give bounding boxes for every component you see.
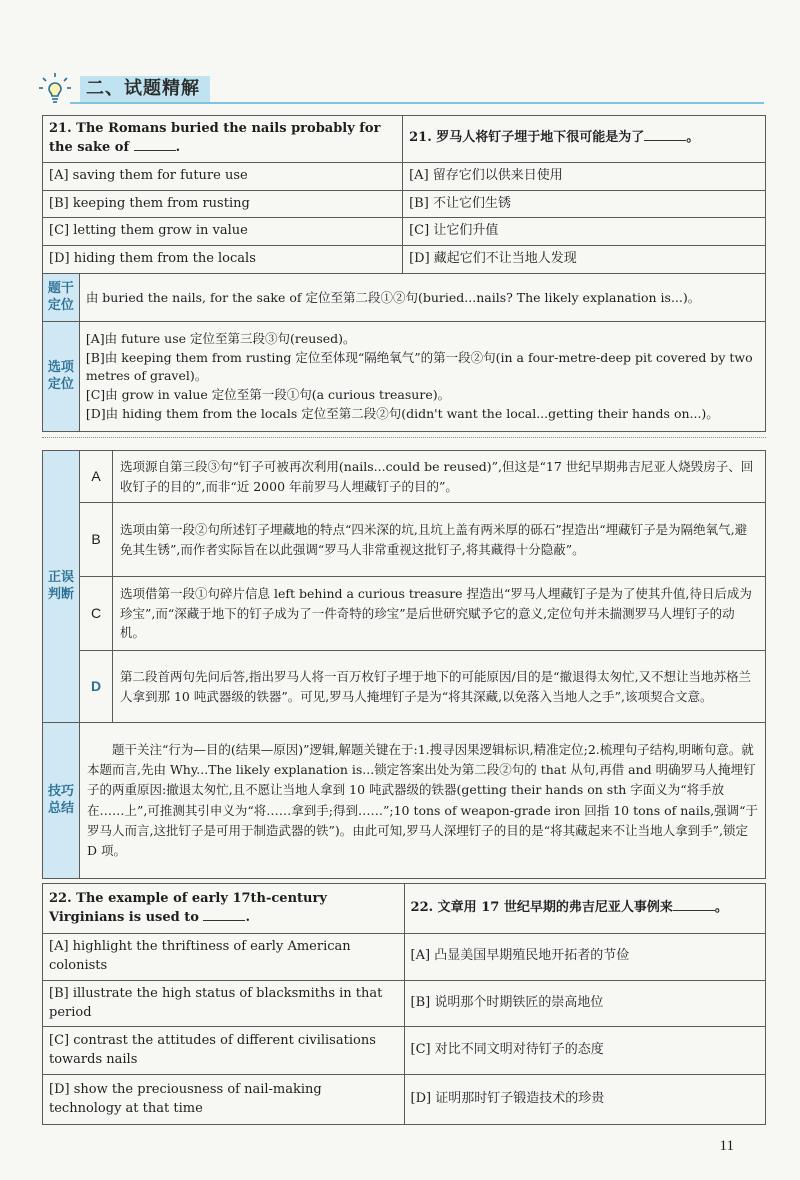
q21-option-d-zh: [D] 藏起它们不让当地人发现 xyxy=(403,246,766,274)
judgement-letter-a: A xyxy=(80,451,113,503)
q22-option-c-en: [C] contrast the attitudes of different civilisations towards nails xyxy=(43,1027,405,1075)
q22-table xyxy=(42,883,766,1125)
q22-option-b-en: [B] illustrate the high status of blacksmiths in that period xyxy=(43,980,405,1027)
lightbulb-icon xyxy=(38,72,72,104)
q22-option-a-zh: [A] 凸显美国早期殖民地开拓者的节俭 xyxy=(404,934,765,981)
q21-table xyxy=(42,115,766,432)
judgement-text-b: 选项由第一段②句所述钉子埋藏地的特点“四米深的坑,且坑上盖有两米厚的砾石”捏造出“埋藏钉子是为隔绝氧气,避免其生锈”,而作者实际旨在以此强调“罗马人非常重视这批钉子,将其藏得十分隐蔽”。 xyxy=(113,503,766,577)
q22-option-c-zh: [C] 对比不同文明对待钉子的态度 xyxy=(404,1027,765,1075)
q22-question-en: 22. The example of early 17th-century Virginians is used to . xyxy=(43,884,405,934)
judgement-letter-c: C xyxy=(80,577,113,651)
q21-option-b-en: [B] keeping them from rusting xyxy=(43,190,403,218)
section-header xyxy=(34,72,764,106)
judgement-text-a: 选项源自第三段③句“钉子可被再次利用(nails...could be reused)”,但这是“17 世纪早期弗吉尼亚人烧毁房子、回收钉子的目的”,而非“近 2000 年前罗马人埋藏钉子的目的”。 xyxy=(113,451,766,503)
q22-option-d-en: [D] show the preciousness of nail-making technology at that time xyxy=(43,1075,405,1125)
judgement-text-c: 选项借第一段①句碎片信息 left behind a curious treasure 捏造出“罗马人埋藏钉子是为了使其升值,待日后成为珍宝”,而“深藏于地下的钉子成为了一件奇特的珍宝”是后世研究赋予它的意义,定位句并未揣测罗马人埋钉子的动机。 xyxy=(113,577,766,651)
judgement-text-d: 第二段首两句先问后答,指出罗马人将一百万枚钉子埋于地下的可能原因/目的是“撤退得太匆忙,又不想让当地苏格兰人拿到那 10 吨武器级的铁器”。可见,罗马人掩埋钉子是为“将其深藏,以免落入当地人之手”,该项契合文意。 xyxy=(113,651,766,723)
stem-location-text: 由 buried the nails, for the sake of 定位至第二段①②句(buried...nails? The likely explanation is...)。 xyxy=(79,274,765,322)
q22-option-d-zh: [D] 证明那时钉子锻造技术的珍贵 xyxy=(404,1075,765,1125)
option-location-line: [B]由 keeping them from rusting 定位至体现“隔绝氧气”的第一段②句(in a four-metre-deep pit covered by two metres of gravel)。 xyxy=(85,349,753,383)
answer-blank xyxy=(203,910,245,921)
q21-option-a-zh: [A] 留存它们以供来日使用 xyxy=(403,162,766,190)
answer-blank xyxy=(673,900,715,911)
judgement-letter-b: B xyxy=(80,503,113,577)
judgement-label: 正误判断 xyxy=(43,451,80,723)
q21-option-d-en: [D] hiding them from the locals xyxy=(43,246,403,274)
q21-question-en: 21. The Romans buried the nails probably for the sake of . xyxy=(43,116,403,163)
answer-blank xyxy=(134,140,176,151)
option-location-text xyxy=(79,322,765,432)
page-number: 11 xyxy=(719,1138,734,1154)
divider xyxy=(42,437,766,438)
q22-option-b-zh: [B] 说明那个时期铁匠的崇高地位 xyxy=(404,980,765,1027)
answer-blank xyxy=(644,130,686,141)
q21-question-zh: 21. 罗马人将钉子埋于地下很可能是为了 。 xyxy=(403,116,766,163)
q22-option-a-en: [A] highlight the thriftiness of early American colonists xyxy=(43,934,405,981)
q21-option-b-zh: [B] 不让它们生锈 xyxy=(403,190,766,218)
section-title: 二、试题精解 xyxy=(80,76,210,102)
tip-label: 技巧总结 xyxy=(43,723,80,879)
q22-question-zh: 22. 文章用 17 世纪早期的弗吉尼亚人事例来 。 xyxy=(404,884,765,934)
section-rule xyxy=(70,102,764,104)
option-location-label: 选项定位 xyxy=(43,322,80,432)
tip-text: 题干关注“行为—目的(结果—原因)”逻辑,解题关键在于:1.搜寻因果逻辑标识,精准定位;2.梳理句子结构,明晰句意。就本题而言,先由 Why...The likely explanation is...锁定答案出处为第二段②句的 that 从句,再借 and 明确罗马人掩埋钉子的两重原因:撤退太匆忙,且不愿让当地人拿到 10 吨武器级的铁器(getting their hands on sth 字面义为“将手放在……上”,可推测其引申义为“将……拿到手;得到……”;10 tons of weapon-grade iron 回指 10 tons of nails,强调“于罗马人而言,这批钉子是可用于制造武器的铁”)。由此可知,罗马人深埋钉子的目的是“将其藏起来不让当地人拿到手”,锁定 D 项。 xyxy=(80,723,766,879)
option-location-line: [D]由 hiding them from the locals 定位至第二段②句(didn't want the local...getting their hands on...)。 xyxy=(85,406,719,422)
stem-location-label: 题干定位 xyxy=(43,274,80,322)
option-location-line: [C]由 grow in value 定位至第一段①句(a curious treasure)。 xyxy=(85,387,451,403)
q21-option-c-zh: [C] 让它们升值 xyxy=(403,218,766,246)
judgement-table xyxy=(42,450,766,879)
q21-option-a-en: [A] saving them for future use xyxy=(43,162,403,190)
judgement-letter-d: D xyxy=(80,651,113,723)
option-location-line: [A]由 future use 定位至第三段③句(reused)。 xyxy=(85,330,356,346)
q21-option-c-en: [C] letting them grow in value xyxy=(43,218,403,246)
